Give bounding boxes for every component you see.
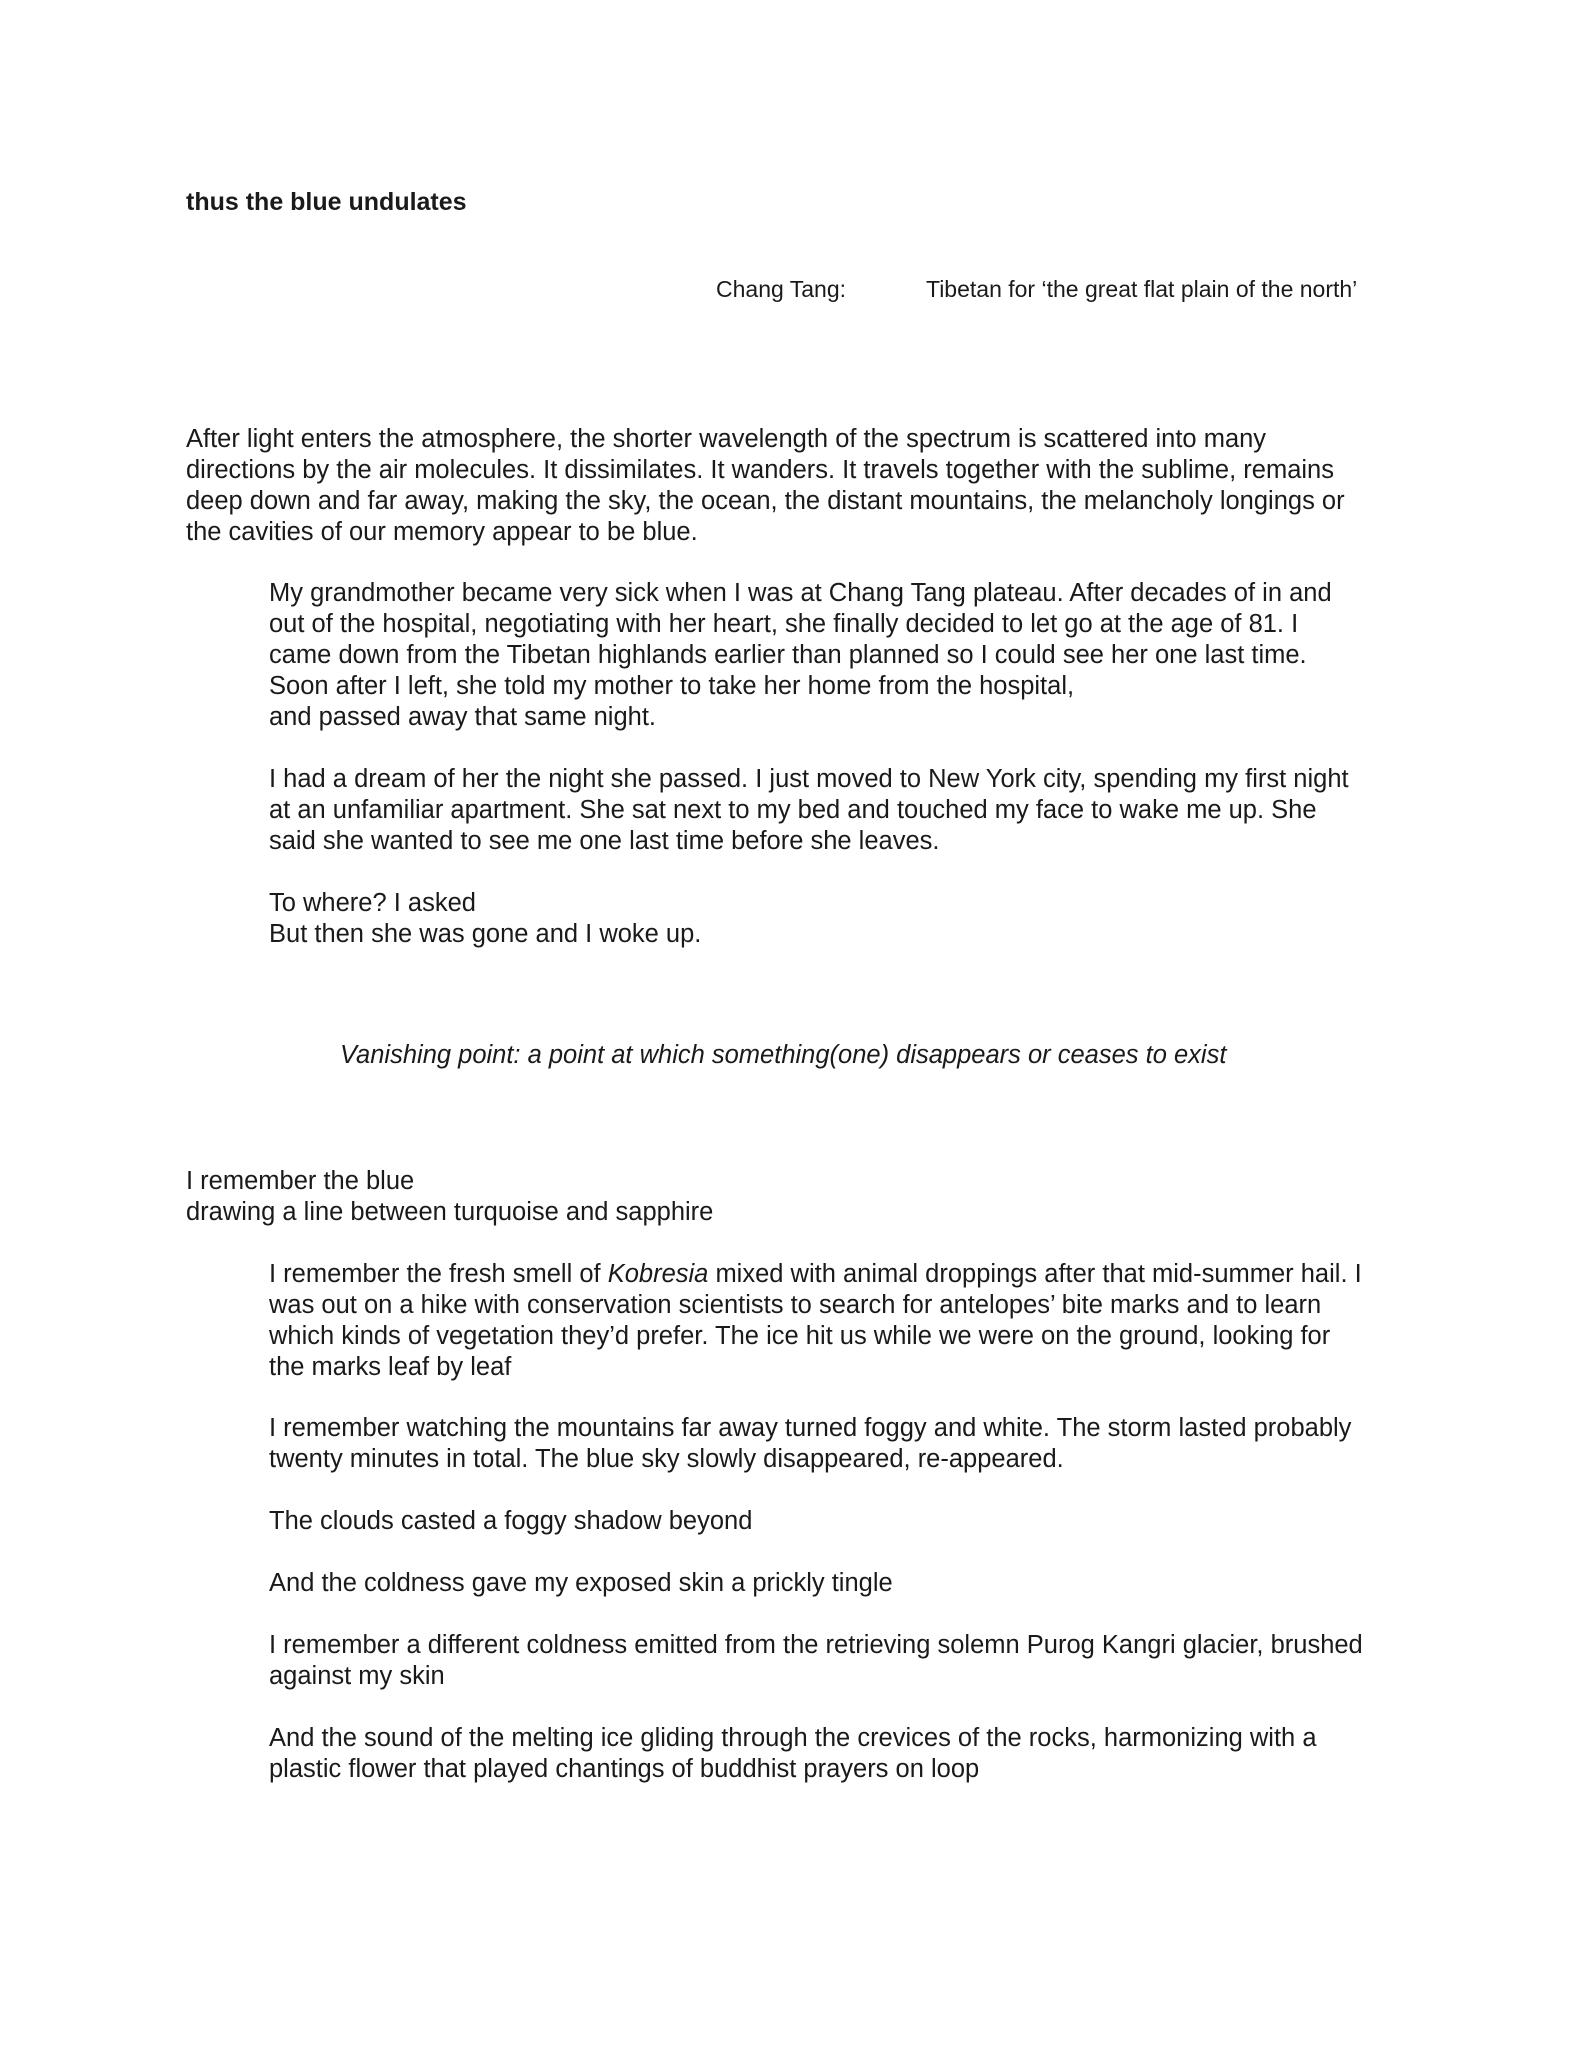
- text-line: at an unfamiliar apartment. She sat next to my bed and touched my face to wake me up. She: [269, 796, 1317, 824]
- dream-paragraph: [269, 764, 1349, 857]
- text-line: came down from the Tibetan highlands earlier than planned so I could see her one last time.: [269, 641, 1307, 669]
- text-line: My grandmother became very sick when I was at Chang Tang plateau. After decades of in and: [269, 579, 1332, 607]
- text-line: against my skin: [269, 1662, 445, 1690]
- text-line: I remember the blue: [186, 1167, 415, 1195]
- text-line: To where? I asked: [269, 889, 476, 917]
- text-segment: mixed with animal droppings after that mid-summer hail. I: [708, 1260, 1362, 1288]
- text-line: I had a dream of her the night she passed. I just moved to New York city, spending my first night: [269, 765, 1349, 793]
- text-line: the cavities of our memory appear to be blue.: [186, 518, 698, 546]
- vanishing-point-definition: Vanishing point: a point at which something(one) disappears or ceases to exist: [340, 1041, 1227, 1069]
- intro-paragraph: [186, 424, 1345, 548]
- text-line: And the sound of the melting ice gliding through the crevices of the rocks, harmonizing with a: [269, 1724, 1317, 1752]
- text-line: But then she was gone and I woke up.: [269, 920, 702, 948]
- document-title: thus the blue undulates: [186, 188, 467, 216]
- text-line: which kinds of vegetation they’d prefer. The ice hit us while we were on the ground, looking for: [269, 1322, 1331, 1350]
- text-line: said she wanted to see me one last time before she leaves.: [269, 827, 940, 855]
- text-line: The clouds casted a foggy shadow beyond: [269, 1507, 753, 1535]
- text-line: Soon after I left, she told my mother to take her home from the hospital,: [269, 672, 1075, 700]
- melting-ice-paragraph: [269, 1723, 1317, 1785]
- text-line: and passed away that same night.: [269, 703, 656, 731]
- definition-meaning: Tibetan for ‘the great flat plain of the north’: [926, 276, 1358, 302]
- glacier-paragraph: [269, 1630, 1363, 1692]
- clouds-paragraph: [269, 1506, 752, 1537]
- text-line: I remember watching the mountains far away turned foggy and white. The storm lasted probably: [269, 1414, 1352, 1442]
- grandmother-paragraph: [269, 578, 1332, 733]
- text-line: After light enters the atmosphere, the shorter wavelength of the spectrum is scattered into many: [186, 425, 1267, 453]
- text-line: twenty minutes in total. The blue sky slowly disappeared, re-appeared.: [269, 1445, 1064, 1473]
- definition-term: Chang Tang:: [716, 276, 847, 302]
- text-line: the marks leaf by leaf: [269, 1353, 512, 1381]
- text-line: drawing a line between turquoise and sapphire: [186, 1198, 714, 1226]
- mountains-paragraph: [269, 1413, 1351, 1475]
- where-paragraph: [269, 888, 701, 950]
- text-line: out of the hospital, negotiating with her heart, she finally decided to let go at the age of 81. I: [269, 610, 1299, 638]
- remember-blue-paragraph: [186, 1166, 713, 1228]
- text-line: deep down and far away, making the sky, the ocean, the distant mountains, the melancholy longings or: [186, 487, 1345, 515]
- coldness-paragraph: [269, 1568, 893, 1599]
- kobresia-italic: Kobresia: [607, 1260, 709, 1288]
- text-line: plastic flower that played chantings of buddhist prayers on loop: [269, 1755, 980, 1783]
- text-line: directions by the air molecules. It dissimilates. It wanders. It travels together with the sublime, remains: [186, 456, 1334, 484]
- text-segment: I remember the fresh smell of: [269, 1260, 608, 1288]
- text-line: was out on a hike with conservation scientists to search for antelopes’ bite marks and to learn: [269, 1291, 1322, 1319]
- kobresia-paragraph: [269, 1259, 1362, 1383]
- text-line: I remember a different coldness emitted from the retrieving solemn Purog Kangri glacier, brushed: [269, 1631, 1363, 1659]
- text-line: [269, 1259, 1362, 1290]
- text-line: And the coldness gave my exposed skin a prickly tingle: [269, 1569, 893, 1597]
